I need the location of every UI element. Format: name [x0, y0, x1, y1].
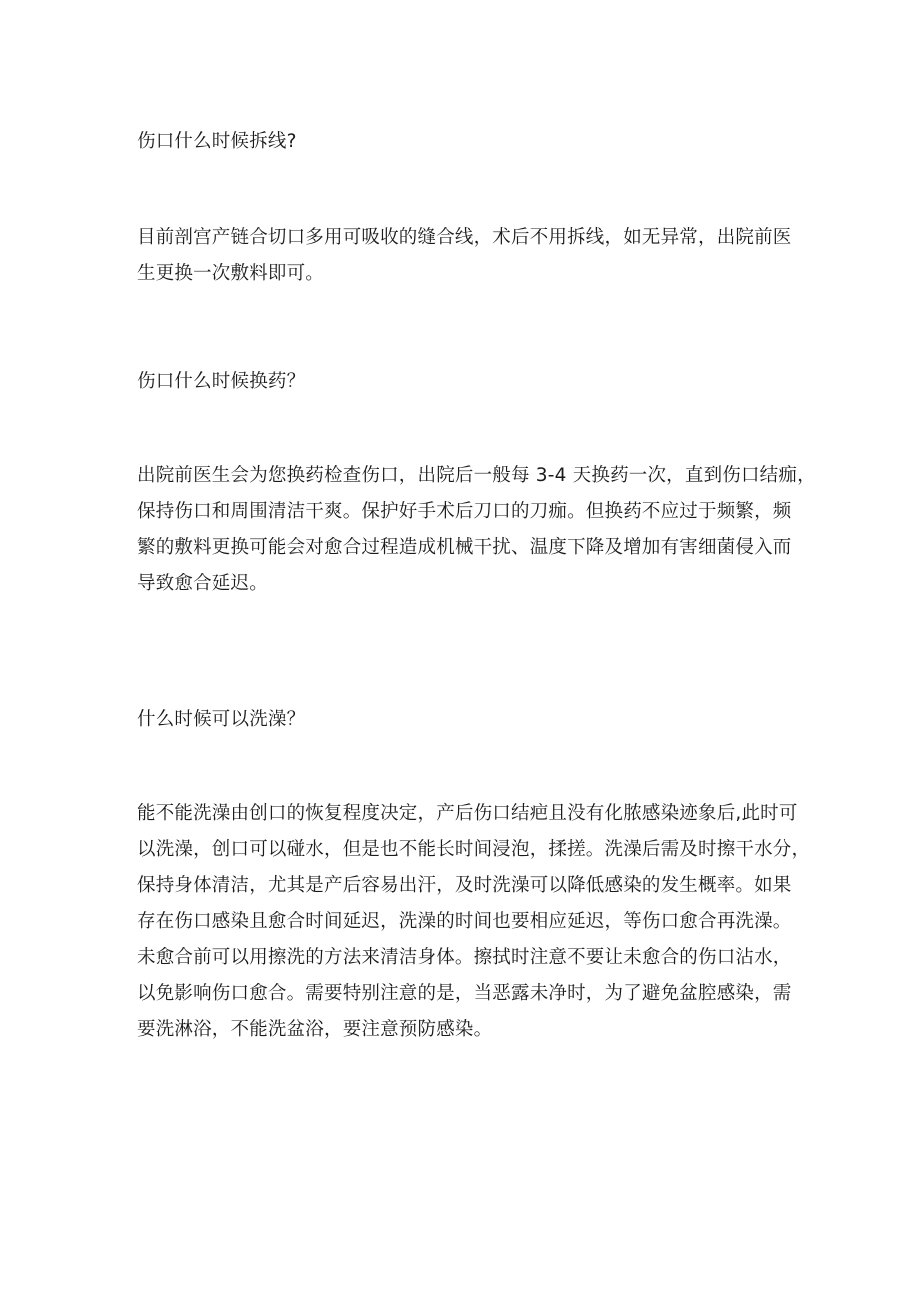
paragraph-line: 要洗淋浴，不能洗盆浴，要注意预防感染。	[137, 1019, 493, 1040]
section-paragraph	[137, 458, 817, 602]
paragraph-line: 保持伤口和周围清洁干爽。保护好手术后刀口的刀痂。但换药不应过于频繁，频	[137, 501, 792, 522]
paragraph-line: 以洗澡，创口可以碰水，但是也不能长时间浸泡，揉搓。洗澡后需及时擦干水分，	[137, 839, 811, 860]
paragraph-line: 能不能洗澡由创口的恢复程度决定，产后伤口结疤且没有化脓感染迹象后,此时可	[137, 803, 798, 824]
paragraph-line: 繁的敷料更换可能会对愈合过程造成机械干扰、温度下降及增加有害细菌侵入而	[137, 537, 792, 558]
section-heading: 什么时候可以洗澡？	[137, 709, 306, 730]
paragraph-line: 未愈合前可以用擦洗的方法来清洁身体。擦拭时注意不要让未愈合的伤口沾水，	[137, 947, 792, 968]
paragraph-line: 以免影响伤口愈合。需要特别注意的是，当恶露未净时，为了避免盆腔感染，需	[137, 983, 792, 1004]
paragraph-line: 生更换一次敷料即可。	[137, 263, 325, 284]
paragraph-line: 目前剖宫产链合切口多用可吸收的缝合线，术后不用拆线，如无异常，出院前医	[137, 227, 792, 248]
paragraph-line: 出院前医生会为您换药检查伤口，出院后一般每 3-4 天换药一次，直到伤口结痂，	[137, 465, 816, 486]
paragraph-line: 保持身体清洁，尤其是产后容易出汗，及时洗澡可以降低感染的发生概率。如果	[137, 875, 792, 896]
paragraph-line: 存在伤口感染且愈合时间延迟，洗澡的时间也要相应延迟，等伤口愈合再洗澡。	[137, 911, 792, 932]
paragraph-line: 导致愈合延迟。	[137, 573, 268, 594]
section-paragraph	[137, 796, 817, 1048]
section-heading: 伤口什么时候拆线?	[137, 131, 297, 152]
section-heading: 伤口什么时候换药？	[137, 371, 306, 392]
section-paragraph	[137, 220, 817, 292]
